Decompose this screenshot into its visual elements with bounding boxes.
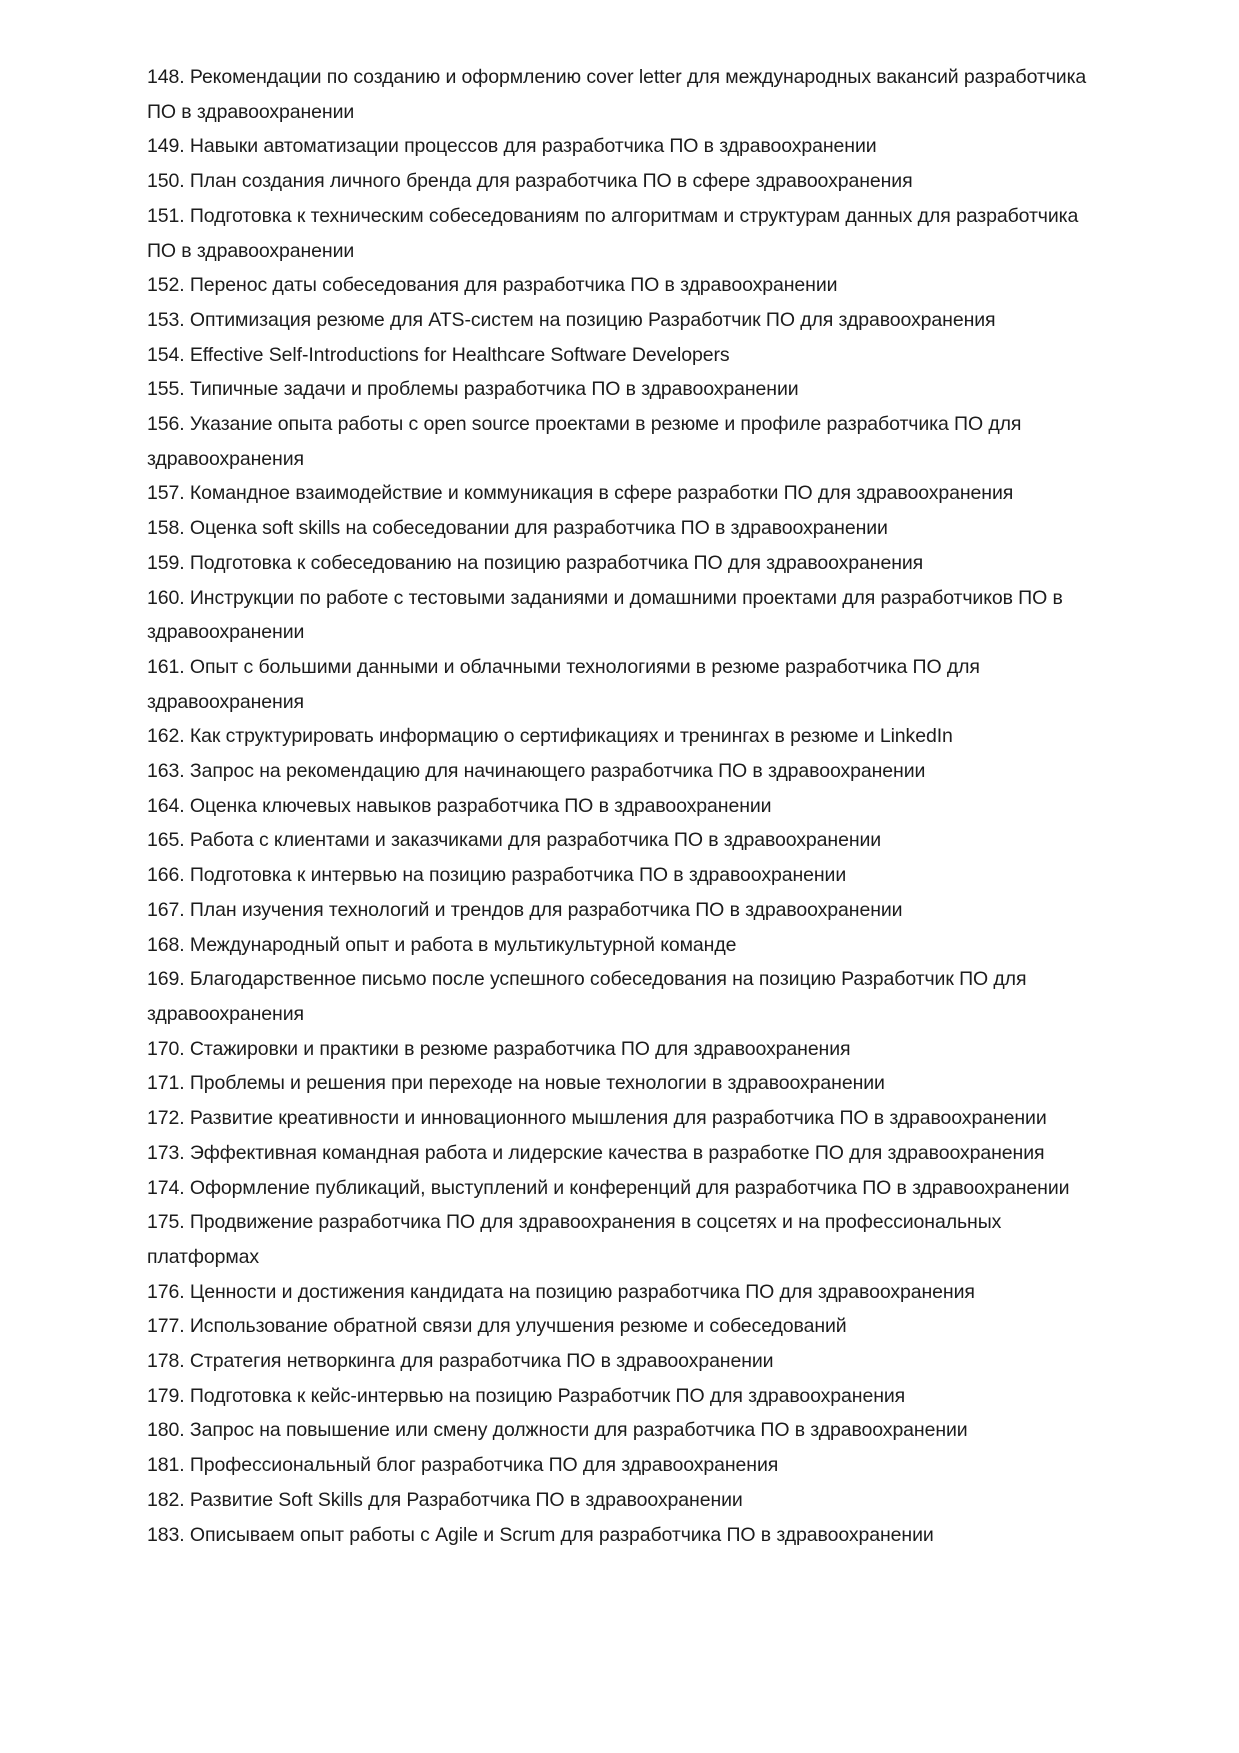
- list-item: [147, 60, 1097, 129]
- item-text: Как структурировать информацию о сертификациях и тренингах в резюме и LinkedIn: [189, 725, 953, 748]
- list-item: [147, 1101, 1097, 1136]
- item-text: План изучения технологий и трендов для разработчика ПО в здравоохранении: [189, 898, 903, 921]
- item-number: 155.: [147, 378, 185, 401]
- item-text: Effective Self-Introductions for Healthcare Software Developers: [189, 343, 730, 366]
- list-item: [147, 476, 1097, 511]
- item-text: Указание опыта работы с open source проектами в резюме и профиле разработчика ПО для здравоохранения: [147, 413, 1022, 470]
- item-number: 168.: [147, 933, 185, 956]
- list-item: [147, 650, 1097, 719]
- item-number: 158.: [147, 517, 185, 540]
- list-item: [147, 1275, 1097, 1310]
- list-item: [147, 1205, 1097, 1274]
- item-text: Международный опыт и работа в мультикультурной команде: [189, 933, 737, 956]
- item-text: Запрос на повышение или смену должности для разработчика ПО в здравоохранении: [189, 1419, 968, 1442]
- item-number: 156.: [147, 413, 185, 436]
- item-number: 163.: [147, 760, 185, 783]
- item-text: Рекомендации по созданию и оформлению cover letter для международных вакансий разработчика ПО в здравоохранении: [147, 66, 1087, 123]
- item-number: 176.: [147, 1280, 185, 1303]
- list-item: [147, 1413, 1097, 1448]
- item-text: Подготовка к техническим собеседованиям по алгоритмам и структурам данных для разработчика ПО в здравоохранении: [147, 204, 1079, 262]
- item-text: Оценка ключевых навыков разработчика ПО в здравоохранении: [189, 794, 772, 817]
- item-text: Запрос на рекомендацию для начинающего разработчика ПО в здравоохранении: [189, 760, 926, 783]
- item-number: 160.: [147, 586, 185, 609]
- item-text: Развитие креативности и инновационного мышления для разработчика ПО в здравоохранении: [189, 1107, 1047, 1130]
- list-item: [147, 858, 1097, 893]
- item-number: 161.: [147, 655, 185, 678]
- item-number: 149.: [147, 135, 185, 158]
- list-item: [147, 407, 1097, 476]
- list-item: [147, 1518, 1097, 1553]
- item-text: Проблемы и решения при переходе на новые технологии в здравоохранении: [189, 1072, 885, 1095]
- list-item: [147, 893, 1097, 928]
- item-number: 154.: [147, 343, 185, 366]
- list-item: [147, 546, 1097, 581]
- list-item: [147, 1448, 1097, 1483]
- item-text: Перенос даты собеседования для разработчика ПО в здравоохранении: [189, 274, 838, 297]
- item-text: Благодарственное письмо после успешного собеседования на позицию Разработчик ПО для здравоохранения: [147, 968, 1027, 1025]
- list-item: [147, 199, 1097, 268]
- list-item: [147, 511, 1097, 546]
- item-number: 162.: [147, 725, 185, 748]
- item-number: 174.: [147, 1176, 185, 1199]
- item-text: Подготовка к интервью на позицию разработчика ПО в здравоохранении: [189, 864, 847, 887]
- list-item: [147, 928, 1097, 963]
- item-text: Подготовка к собеседованию на позицию разработчика ПО для здравоохранения: [189, 551, 924, 574]
- item-text: Профессиональный блог разработчика ПО для здравоохранения: [189, 1454, 779, 1477]
- document-page: [147, 60, 1097, 1552]
- item-text: Опыт с большими данными и облачными технологиями в резюме разработчика ПО для здравоохранения: [147, 655, 980, 713]
- item-text: План создания личного бренда для разработчика ПО в сфере здравоохранения: [189, 170, 913, 193]
- item-number: 157.: [147, 482, 185, 505]
- item-text: Командное взаимодействие и коммуникация в сфере разработки ПО для здравоохранения: [189, 482, 1014, 505]
- list-item: [147, 303, 1097, 338]
- list-item: [147, 1344, 1097, 1379]
- item-number: 152.: [147, 274, 185, 297]
- item-number: 171.: [147, 1072, 185, 1095]
- item-number: 165.: [147, 829, 185, 852]
- item-text: Оптимизация резюме для ATS-систем на позицию Разработчик ПО для здравоохранения: [189, 308, 996, 331]
- item-number: 151.: [147, 204, 185, 227]
- item-number: 183.: [147, 1523, 185, 1546]
- list-item: [147, 268, 1097, 303]
- item-text: Стратегия нетворкинга для разработчика ПО в здравоохранении: [189, 1350, 774, 1373]
- item-text: Типичные задачи и проблемы разработчика ПО в здравоохранении: [189, 378, 799, 401]
- numbered-topic-list: [147, 60, 1097, 1552]
- item-number: 150.: [147, 170, 185, 193]
- item-text: Подготовка к кейс-интервью на позицию Разработчик ПО для здравоохранения: [189, 1384, 906, 1407]
- item-number: 175.: [147, 1211, 185, 1234]
- item-text: Использование обратной связи для улучшения резюме и собеседований: [189, 1315, 847, 1338]
- item-number: 169.: [147, 968, 185, 991]
- item-number: 173.: [147, 1141, 185, 1164]
- list-item: [147, 129, 1097, 164]
- item-text: Навыки автоматизации процессов для разработчика ПО в здравоохранении: [189, 135, 877, 158]
- list-item: [147, 754, 1097, 789]
- item-number: 178.: [147, 1350, 185, 1373]
- item-number: 172.: [147, 1107, 185, 1130]
- list-item: [147, 1032, 1097, 1067]
- list-item: [147, 1309, 1097, 1344]
- list-item: [147, 789, 1097, 824]
- item-number: 177.: [147, 1315, 185, 1338]
- item-number: 170.: [147, 1037, 185, 1060]
- item-text: Развитие Soft Skills для Разработчика ПО в здравоохранении: [189, 1488, 743, 1511]
- item-text: Продвижение разработчика ПО для здравоохранения в соцсетях и на профессиональных платформах: [147, 1211, 1002, 1268]
- list-item: [147, 719, 1097, 754]
- item-number: 181.: [147, 1454, 185, 1477]
- item-number: 179.: [147, 1384, 185, 1407]
- list-item: [147, 1171, 1097, 1206]
- item-number: 180.: [147, 1419, 185, 1442]
- item-text: Описываем опыт работы с Agile и Scrum для разработчика ПО в здравоохранении: [189, 1523, 934, 1546]
- item-text: Ценности и достижения кандидата на позицию разработчика ПО для здравоохранения: [189, 1280, 975, 1303]
- item-number: 167.: [147, 898, 185, 921]
- item-text: Оценка soft skills на собеседовании для разработчика ПО в здравоохранении: [189, 517, 888, 540]
- item-number: 182.: [147, 1488, 185, 1511]
- item-number: 148.: [147, 66, 185, 88]
- list-item: [147, 338, 1097, 373]
- item-text: Работа с клиентами и заказчиками для разработчика ПО в здравоохранении: [189, 829, 882, 852]
- list-item: [147, 1066, 1097, 1101]
- list-item: [147, 1136, 1097, 1171]
- list-item: [147, 1379, 1097, 1414]
- item-number: 153.: [147, 308, 185, 331]
- item-text: Инструкции по работе с тестовыми заданиями и домашними проектами для разработчиков ПО в здравоохранении: [147, 586, 1063, 644]
- item-text: Эффективная командная работа и лидерские качества в разработке ПО для здравоохранения: [189, 1141, 1045, 1164]
- item-number: 159.: [147, 551, 185, 574]
- item-number: 166.: [147, 864, 185, 887]
- item-text: Стажировки и практики в резюме разработчика ПО для здравоохранения: [189, 1037, 851, 1060]
- item-number: 164.: [147, 794, 185, 817]
- list-item: [147, 164, 1097, 199]
- list-item: [147, 1483, 1097, 1518]
- list-item: [147, 581, 1097, 650]
- list-item: [147, 372, 1097, 407]
- item-text: Оформление публикаций, выступлений и конференций для разработчика ПО в здравоохранении: [189, 1176, 1070, 1199]
- list-item: [147, 962, 1097, 1031]
- list-item: [147, 823, 1097, 858]
